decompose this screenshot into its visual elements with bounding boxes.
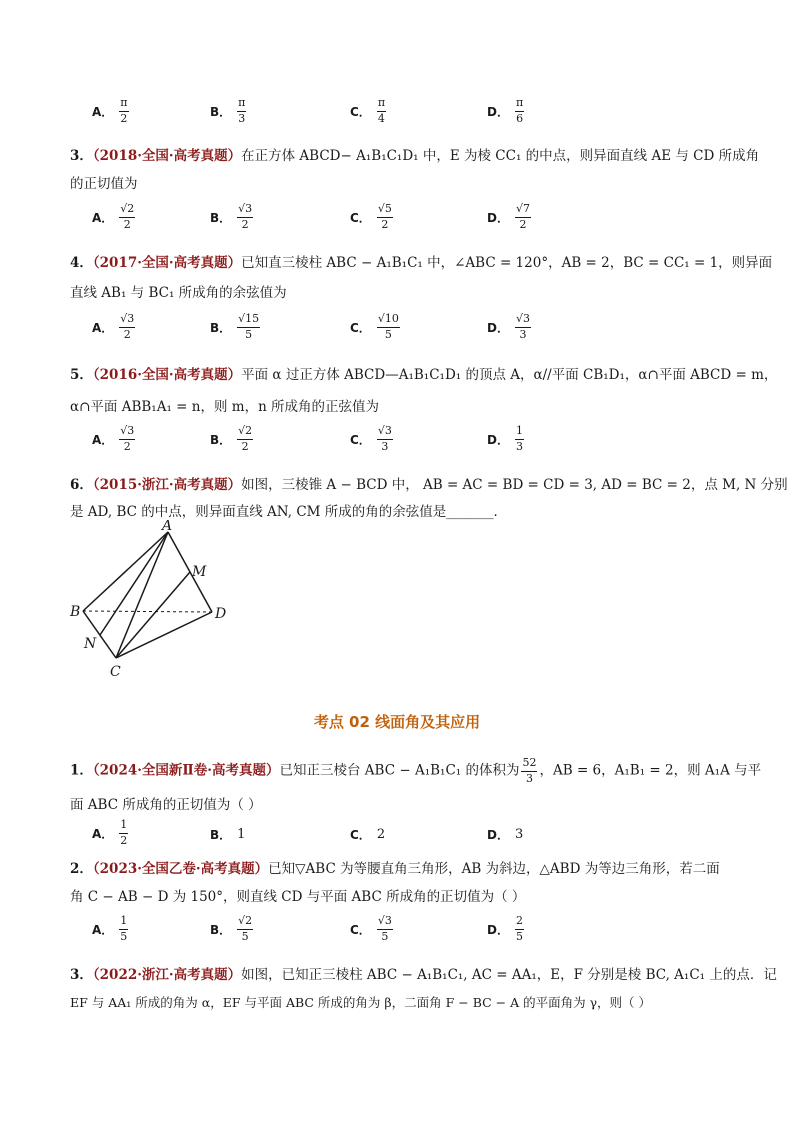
s2q2-option-a: A． $\frac{1}{5}$ xyxy=(92,914,128,943)
segment-cm xyxy=(116,572,190,658)
q5-option-d: D． $\frac{1}{3}$ xyxy=(487,424,523,453)
segment-an xyxy=(100,532,168,635)
vertex-label-b: B xyxy=(70,604,81,620)
edge-ab xyxy=(83,532,168,611)
q5-line2: α∩平面 ABB₁A₁ = n，则 m，n 所成角的正弦值为 xyxy=(70,399,380,415)
q2-option-d: D． $\frac{\pi}{6}$ xyxy=(487,96,524,125)
q3-option-a: A． $\frac{√2}{2}$ xyxy=(92,202,135,231)
s2q2-option-d: D． $\frac{2}{5}$ xyxy=(487,914,523,943)
vertex-label-a: A xyxy=(162,520,173,534)
q4-line1: 4．（2017·全国·高考真题）已知直三棱柱 ABC − A₁B₁C₁ 中，∠ABC = 120°，AB = 2，BC = CC₁ = 1，则异面 xyxy=(70,255,773,271)
q5-option-c: C． $\frac{√3}{3}$ xyxy=(350,424,392,453)
q3-option-c: C． $\frac{√5}{2}$ xyxy=(350,202,392,231)
s2q1-option-b: B． 1 xyxy=(210,827,246,842)
q3-line1: 3．（2018·全国·高考真题）在正方体 ABCD− A₁B₁C₁D₁ 中，E 为棱 CC₁ 的中点，则异面直线 AE 与 CD 所成角 xyxy=(70,148,760,164)
point-label-n: N xyxy=(84,636,97,652)
s2q1-option-c: C． 2 xyxy=(350,827,386,842)
q3-option-b: B． $\frac{√3}{2}$ xyxy=(210,202,253,231)
q5-option-b: B． $\frac{√2}{2}$ xyxy=(210,424,253,453)
q4-option-c: C． $\frac{√10}{5}$ xyxy=(350,312,399,341)
edge-bd-hidden xyxy=(83,611,212,612)
vertex-label-d: D xyxy=(215,606,227,622)
s2q2-option-b: B． $\frac{√2}{5}$ xyxy=(210,914,253,943)
q4-option-b: B． $\frac{√15}{5}$ xyxy=(210,312,260,341)
q3-line2: 的正切值为 xyxy=(70,176,138,192)
q4-option-a: A． $\frac{√3}{2}$ xyxy=(92,312,135,341)
q5-option-a: A． $\frac{√3}{2}$ xyxy=(92,424,135,453)
q5-line1: 5．（2016·全国·高考真题）平面 α 过正方体 ABCD—A₁B₁C₁D₁ 的顶点 A，α//平面 CB₁D₁，α∩平面 ABCD = m， xyxy=(70,367,778,383)
vertex-label-c: C xyxy=(110,664,121,680)
edge-ac xyxy=(116,532,168,658)
s2q1-option-a: A． $\frac{1}{2}$ xyxy=(92,818,128,847)
q4-line2: 直线 AB₁ 与 BC₁ 所成角的余弦值为 xyxy=(70,285,287,301)
q3-option-d: D． $\frac{√7}{2}$ xyxy=(487,202,530,231)
s2q1-option-d: D． 3 xyxy=(487,827,524,842)
s2q1-line2: 面 ABC 所成角的正切值为（ ） xyxy=(70,797,262,813)
tetrahedron-figure xyxy=(60,520,260,685)
s2q3-line2: EF 与 AA₁ 所成的角为 α，EF 与平面 ABC 所成的角为 β，二面角 F − BC − A 的平面角为 γ，则（ ） xyxy=(70,995,652,1010)
section-title: 考点 02 线面角及其应用 xyxy=(313,713,481,731)
s2q2-line1: 2．（2023·全国乙卷·高考真题）已知▽ABC 为等腰直角三角形，AB 为斜边，△ABD 为等边三角形，若二面 xyxy=(70,861,720,877)
q6-line1: 6．（2015·浙江·高考真题）如图，三棱锥 A − BCD 中， AB = AC = BD = CD = 3, AD = BC = 2，点 M, N 分别 xyxy=(70,477,788,493)
s2q3-line1: 3．（2022·浙江·高考真题）如图，已知正三棱柱 ABC − A₁B₁C₁, AC = AA₁，E，F 分别是棱 BC, A₁C₁ 上的点．记 xyxy=(70,967,777,983)
q2-option-c: C． $\frac{\pi}{4}$ xyxy=(350,96,386,125)
s2q2-option-c: C． $\frac{√3}{5}$ xyxy=(350,914,392,943)
q2-option-a: A． $\frac{\pi}{2}$ xyxy=(92,96,128,125)
q4-option-d: D． $\frac{√3}{3}$ xyxy=(487,312,530,341)
s2q1-line1: 1．（2024·全国新Ⅱ卷·高考真题）已知正三棱台 ABC − A₁B₁C₁ 的体积为 $\frac{52}{3}$ ，AB = 6，A₁B₁ = 2，则 A₁A 与平 xyxy=(70,756,762,785)
point-label-m: M xyxy=(192,564,207,580)
s2q2-line2: 角 C − AB − D 为 150°，则直线 CD 与平面 ABC 所成角的正切值为（ ） xyxy=(70,889,526,905)
edge-cd xyxy=(116,612,212,658)
q2-option-b: B． $\frac{\pi}{3}$ xyxy=(210,96,246,125)
q6-line2: 是 AD, BC 的中点，则异面直线 AN, CM 所成的角的余弦值是_______． xyxy=(70,504,508,520)
